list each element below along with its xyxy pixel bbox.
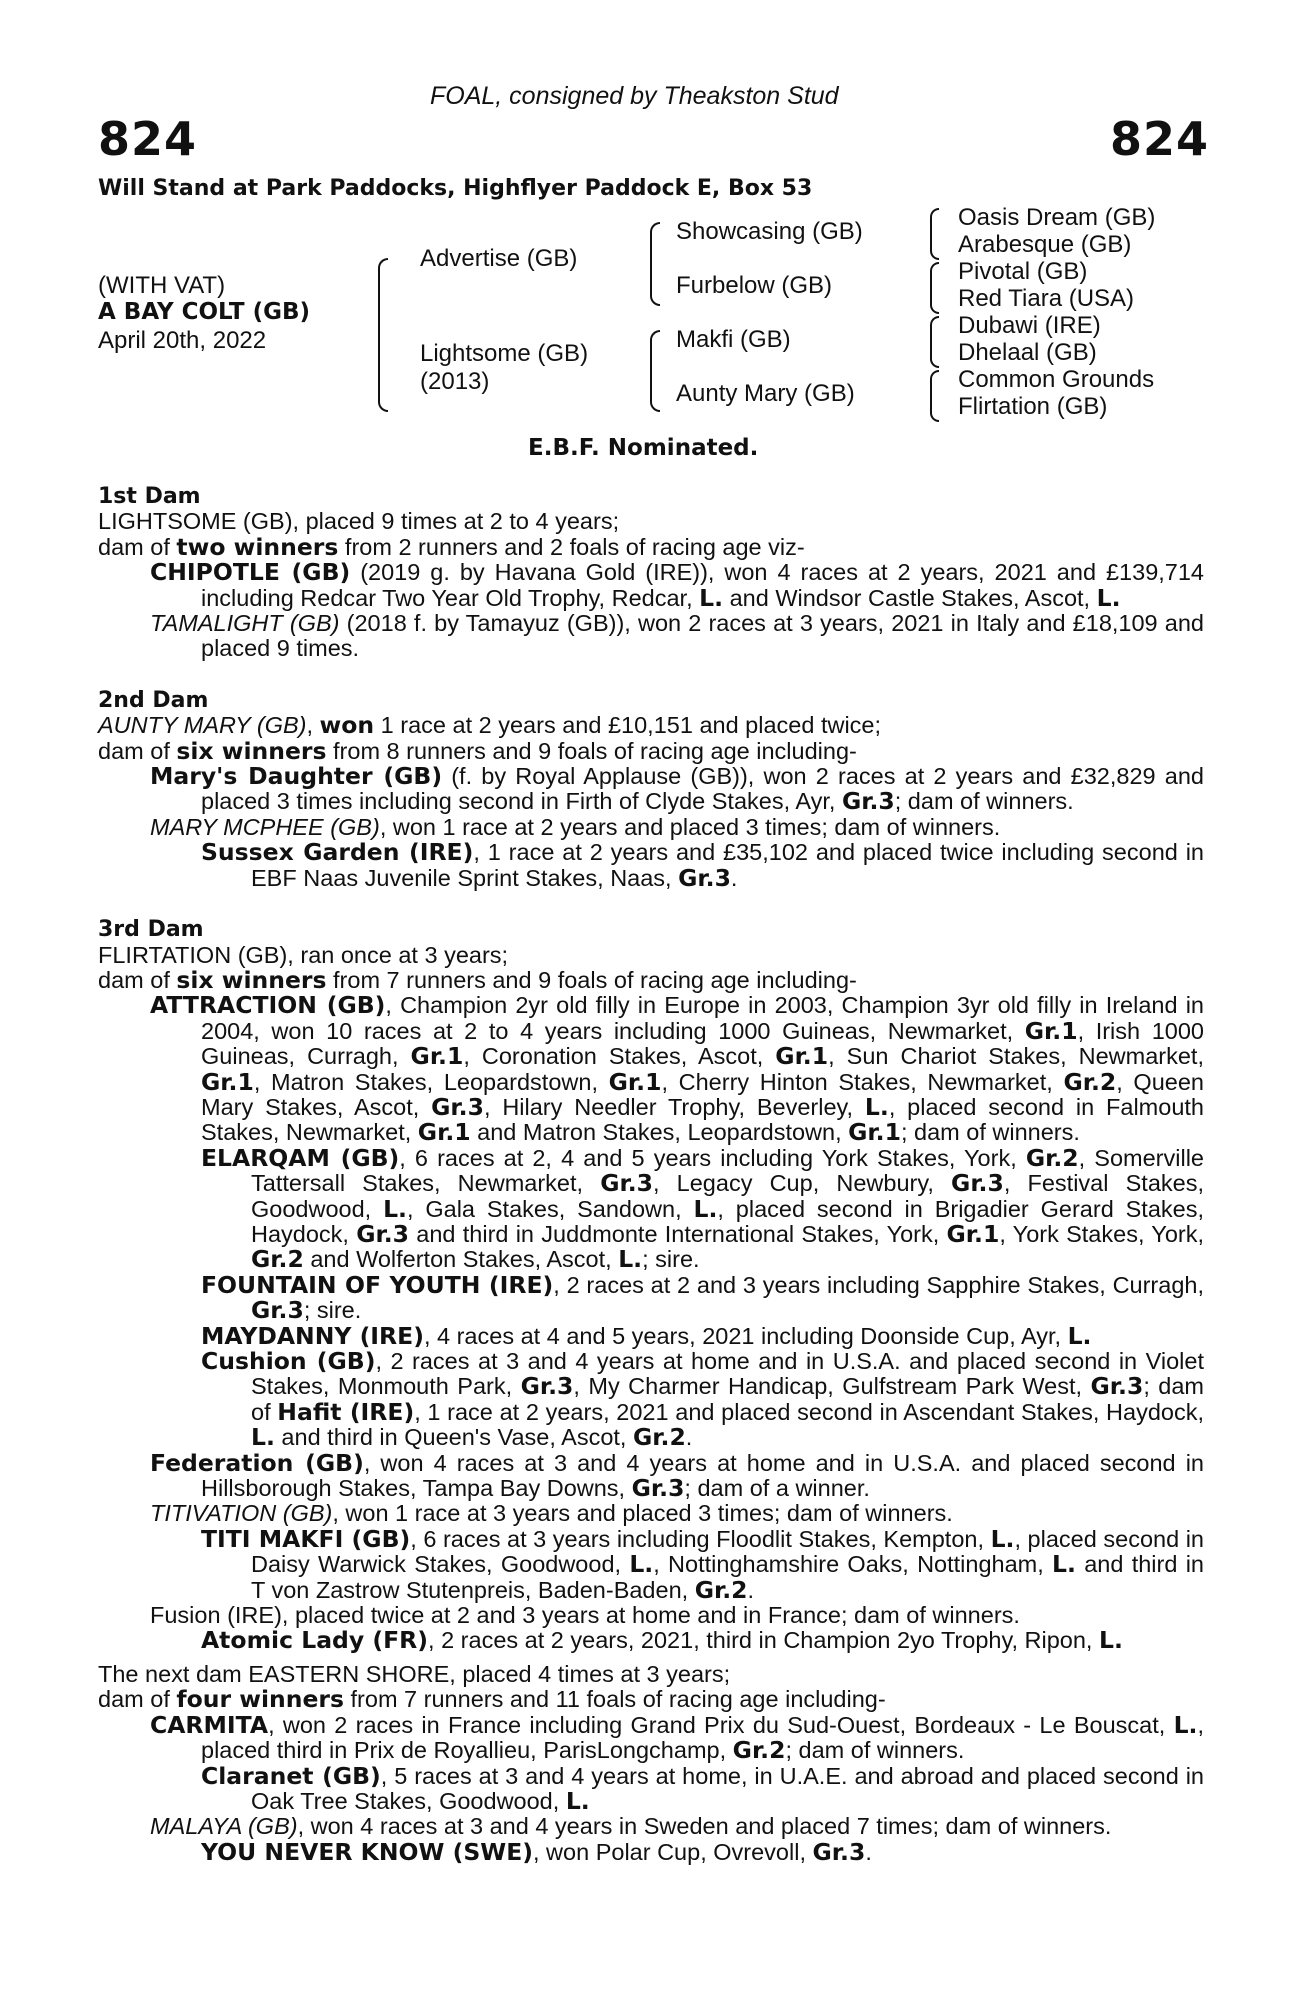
next-dam-produce: dam of four winners from 7 runners and 11 foals of racing age including- [98, 1685, 886, 1714]
entry-you-never-know: YOU NEVER KNOW (SWE), won Polar Cup, Ovrevoll, Gr.3. [201, 1837, 872, 1866]
second-dam-heading: 2nd Dam [98, 687, 209, 713]
third-dam-line: FLIRTATION (GB), ran once at 3 years; [98, 941, 509, 968]
brace-sire-dam [378, 258, 388, 412]
grandparent-2: Furbelow (GB) [676, 272, 833, 299]
first-dam-line: LIGHTSOME (GB), placed 9 times at 2 to 4 years; [98, 508, 620, 535]
catalogue-body [98, 484, 1204, 1865]
consignment-line: FOAL, consigned by Theakston Stud [430, 82, 839, 110]
entry-sussex-garden: Sussex Garden (IRE), 1 race at 2 years and £35,102 and placed twice including second in EBF Naas Juvenile Sprint Stakes, Naas, Gr.3. [201, 838, 1204, 892]
brace-dam-parents [650, 330, 660, 412]
stand-location: Will Stand at Park Paddocks, Highflyer Paddock E, Box 53 [98, 176, 813, 201]
horse-name: A BAY COLT (GB) [98, 299, 311, 325]
entry-titi-makfi: TITI MAKFI (GB), 6 races at 3 years including Floodlit Stakes, Kempton, L., placed second in Daisy Warwick Stakes, Goodwood, L., Nottinghamshire Oaks, Nottingham, L. and third in T von Zastrow Stutenpreis, Baden-Baden, Gr.2. [201, 1524, 1205, 1604]
entry-attraction: ATTRACTION (GB), Champion 2yr old filly in Europe in 2003, Champion 3yr old filly in Ireland in 2004, won 10 races at 2 to 4 years including 1000 Guineas, Newmarket, Gr.1, Irish 1000 Guineas, Curragh, Gr.1, Coronation Stakes, Ascot, Gr.1, Sun Chariot Stakes, Newmarket, Gr.1, Matron Stakes, Leopardstown, Gr.1, Cherry Hinton Stakes, Newmarket, Gr.2, Queen Mary Stakes, Ascot, Gr.3, Hilary Needler Trophy, Beverley, L., placed second in Falmouth Stakes, Newmarket, Gr.1 and Matron Stakes, Leopardstown, Gr.1; dam of winners. [150, 991, 1204, 1147]
entry-fountain-of-youth: FOUNTAIN OF YOUTH (IRE), 2 races at 2 and 3 years including Sapphire Stakes, Curragh, Gr.3; sire. [201, 1270, 1204, 1325]
brace-ggp-2 [930, 262, 939, 314]
brace-ggp-3 [930, 316, 939, 368]
ebf-nominated: E.B.F. Nominated. [528, 435, 759, 461]
entry-maydanny: MAYDANNY (IRE), 4 races at 4 and 5 years, 2021 including Doonside Cup, Ayr, L. [201, 1321, 1092, 1350]
sire-name: Advertise (GB) [420, 245, 578, 272]
grandparent-3: Makfi (GB) [676, 326, 791, 353]
third-dam-heading: 3rd Dam [98, 917, 204, 943]
second-dam-produce: dam of six winners from 8 runners and 9 foals of racing age including- [98, 736, 857, 765]
lot-number-right: 824 [1110, 112, 1210, 166]
entry-elarqam: ELARQAM (GB), 6 races at 2, 4 and 5 years including York Stakes, York, Gr.2, Somerville Tattersall Stakes, Newmarket, Gr.3, Legacy Cup, Newbury, Gr.3, Festival Stakes, Goodwood, L., Gala Stakes, Sandown, L., placed second in Brigadier Gerard Stakes, Haydock, Gr.3 and third in Juddmonte International Stakes, York, Gr.1, York Stakes, York, Gr.2 and Wolferton Stakes, Ascot, L.; sire. [201, 1143, 1204, 1274]
dam-name: Lightsome (GB) [420, 340, 589, 367]
lot-number-left: 824 [98, 112, 198, 166]
entry-fusion: Fusion (IRE), placed twice at 2 and 3 years at home and in France; dam of winners. [150, 1602, 1020, 1629]
first-dam-heading: 1st Dam [98, 484, 201, 509]
grandparent-4: Aunty Mary (GB) [676, 380, 855, 407]
entry-marys-daughter: Mary's Daughter (GB) (f. by Royal Applause (GB)), won 2 races at 2 years and £32,829 and placed 3 times including second in Firth of Clyde Stakes, Ayr, Gr.3; dam of winners. [150, 762, 1204, 816]
entry-atomic-lady: Atomic Lady (FR), 2 races at 2 years, 2021, third in Champion 2yo Trophy, Ripon, L. [201, 1626, 1123, 1655]
next-dam-line: The next dam EASTERN SHORE, placed 4 times at 3 years; [98, 1660, 731, 1687]
great-grandparent-1: Oasis Dream (GB) [958, 204, 1156, 231]
great-grandparent-5: Dubawi (IRE) [958, 312, 1101, 339]
entry-mary-mcphee: MARY MCPHEE (GB), won 1 race at 2 years and placed 3 times; dam of winners. [150, 813, 1001, 840]
entry-tamalight: TAMALIGHT (GB) (2018 f. by Tamayuz (GB)), won 2 races at 3 years, 2021 in Italy and £18,109 and placed 9 times. [150, 610, 1204, 662]
entry-titivation: TITIVATION (GB), won 1 race at 3 years and placed 3 times; dam of winners. [150, 1500, 953, 1527]
entry-cushion: Cushion (GB), 2 races at 3 and 4 years at home and in U.S.A. and placed second in Violet Stakes, Monmouth Park, Gr.3, My Charmer Handicap, Gulfstream Park West, Gr.3; dam of Hafit (IRE), 1 race at 2 years, 2021 and placed second in Ascendant Stakes, Haydock, L. and third in Queen's Vase, Ascot, Gr.2. [201, 1347, 1205, 1452]
second-dam-line: AUNTY MARY (GB), won 1 race at 2 years and £10,151 and placed twice; [98, 711, 882, 740]
third-dam-produce: dam of six winners from 7 runners and 9 foals of racing age including- [98, 965, 857, 994]
great-grandparent-8: Flirtation (GB) [958, 393, 1108, 420]
grandparent-1: Showcasing (GB) [676, 218, 863, 245]
great-grandparent-2: Arabesque (GB) [958, 231, 1132, 258]
entry-claranet: Claranet (GB), 5 races at 3 and 4 years at home, in U.A.E. and abroad and placed second in Oak Tree Stakes, Goodwood, L. [201, 1761, 1204, 1815]
entry-chipotle: CHIPOTLE (GB) (2019 g. by Havana Gold (IRE)), won 4 races at 2 years, 2021 and £139,714 including Redcar Two Year Old Trophy, Redcar, L. and Windsor Castle Stakes, Ascot, L. [150, 558, 1205, 612]
great-grandparent-6: Dhelaal (GB) [958, 339, 1097, 366]
entry-malaya: MALAYA (GB), won 4 races at 3 and 4 years in Sweden and placed 7 times; dam of winners. [150, 1813, 1112, 1840]
great-grandparent-4: Red Tiara (USA) [958, 285, 1135, 312]
entry-federation: Federation (GB), won 4 races at 3 and 4 years at home and in U.S.A. and placed second in Hillsborough Stakes, Tampa Bay Downs, Gr.3; dam of a winner. [150, 1448, 1204, 1503]
entry-carmita: CARMITA, won 2 races in France including Grand Prix du Sud-Ouest, Bordeaux - Le Bouscat, L., placed third in Prix de Royallieu, ParisLongchamp, Gr.2; dam of winners. [150, 1710, 1204, 1765]
brace-ggp-4 [930, 370, 939, 422]
brace-sire-parents [650, 222, 660, 306]
foaling-date: April 20th, 2022 [98, 327, 267, 354]
great-grandparent-3: Pivotal (GB) [958, 258, 1088, 285]
dam-year: (2013) [420, 368, 490, 395]
great-grandparent-7: Common Grounds [958, 366, 1155, 393]
brace-ggp-1 [930, 208, 939, 260]
first-dam-produce: dam of two winners from 2 runners and 2 foals of racing age viz- [98, 532, 805, 561]
vat-note: (WITH VAT) [98, 272, 226, 299]
